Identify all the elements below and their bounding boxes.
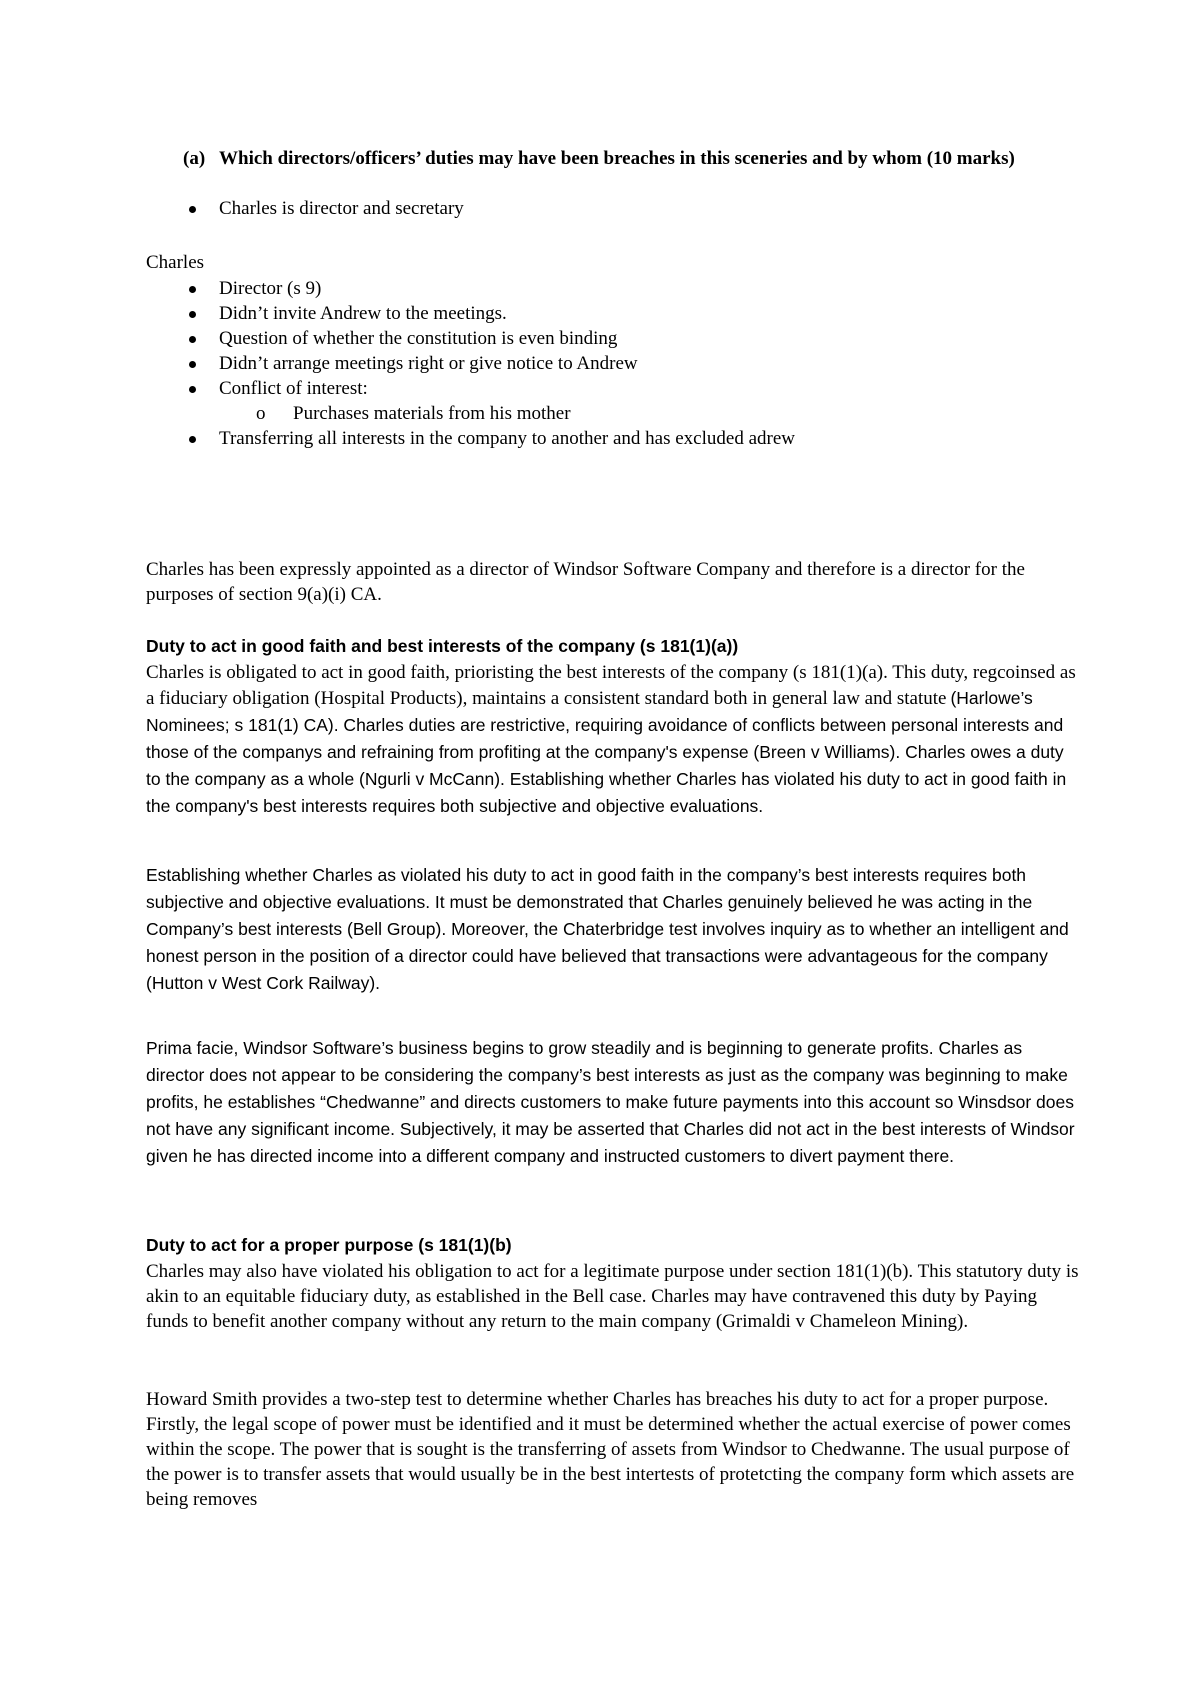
question-text: Which directors/officers’ duties may have been breaches in this sceneries and by whom (10 marks) <box>219 148 1015 169</box>
intro-bullet-list <box>146 196 464 221</box>
good-faith-paragraph-1: Charles is obligated to act in good faith, prioristing the best interests of the company (s 181(1)(a). This duty, regcoinsed as a fiduciary obligation (Hospital Products), maintains a consistent standard both in general law and statute (Harlowe’s Nominees; s 181(1) CA). Charles duties are restrictive, requiring avoidance of conflicts between personal interests and those of the companys and refraining from profiting at the company's expense (Breen v Williams). Charles owes a duty to the company as a whole (Ngurli v McCann). Establishing whether Charles has violated his duty to act in good faith in the company's best interests requires both subjective and objective evaluations. <box>146 662 1076 816</box>
charles-heading: Charles <box>146 252 205 273</box>
list-item: Didn’t arrange meetings right or give notice to Andrew <box>146 351 795 376</box>
good-faith-heading: Duty to act in good faith and best interests of the company (s 181(1)(a)) <box>146 636 739 656</box>
appointment-paragraph: Charles has been expressly appointed as a director of Windsor Software Company and therefore is a director for the purposes of section 9(a)(i) CA. <box>146 559 1025 605</box>
question-label: (a) <box>183 148 206 169</box>
sub-bullet-marker: o <box>256 403 266 424</box>
list-item: Conflict of interest: <box>146 376 795 401</box>
bullet-icon <box>189 286 196 293</box>
bullet-icon <box>189 436 196 443</box>
bullet-icon <box>189 336 196 343</box>
list-item: Question of whether the constitution is even binding <box>146 326 795 351</box>
list-item: Didn’t invite Andrew to the meetings. <box>146 301 795 326</box>
proper-purpose-heading: Duty to act for a proper purpose (s 181(1)(b) <box>146 1235 512 1255</box>
bullet-icon <box>189 311 196 318</box>
good-faith-paragraph-2: Establishing whether Charles as violated his duty to act in good faith in the company’s best interests requires both subjective and objective evaluations. It must be demonstrated that Charles genuinely believed he was acting in the Company’s best interests (Bell Group). Moreover, the Chaterbridge test involves inquiry as to whether an intelligent and honest person in the position of a director could have believed that transactions were advantageous for the company (Hutton v West Cork Railway). <box>146 865 1069 993</box>
list-item: Director (s 9) <box>146 276 795 301</box>
list-item: Charles is director and secretary <box>146 196 464 221</box>
bullet-icon <box>189 386 196 393</box>
bullet-icon <box>189 206 196 213</box>
sub-list-item: o Purchases materials from his mother <box>256 403 571 424</box>
proper-purpose-paragraph-1: Charles may also have violated his obligation to act for a legitimate purpose under section 181(1)(b). This statutory duty is akin to an equitable fiduciary duty, as established in the Bell case. Charles may have contravened this duty by Paying funds to benefit another company without any return to the main company (Grimaldi v Chameleon Mining). <box>146 1261 1079 1332</box>
proper-purpose-paragraph-2: Howard Smith provides a two-step test to determine whether Charles has breaches his duty to act for a proper purpose. Firstly, the legal scope of power must be identified and it must be determined whether the actual exercise of power comes within the scope. The power that is sought is the transferring of assets from Windsor to Chedwanne. The usual purpose of the power is to transfer assets that would usually be in the best intertests of protetcting the company form which assets are being removes <box>146 1389 1075 1510</box>
list-item: Transferring all interests in the company to another and has excluded adrew <box>146 426 795 451</box>
bullet-icon <box>189 361 196 368</box>
charles-bullet-list <box>146 276 795 451</box>
good-faith-paragraph-3: Prima facie, Windsor Software’s business begins to grow steadily and is beginning to generate profits. Charles as director does not appear to be considering the company’s best interests as just as the company was beginning to make profits, he establishes “Chedwanne” and directs customers to make future payments into this account so Winsdsor does not have any significant income. Subjectively, it may be asserted that Charles did not act in the best interests of Windsor given he has directed income into a different company and instructed customers to divert payment there. <box>146 1038 1075 1166</box>
